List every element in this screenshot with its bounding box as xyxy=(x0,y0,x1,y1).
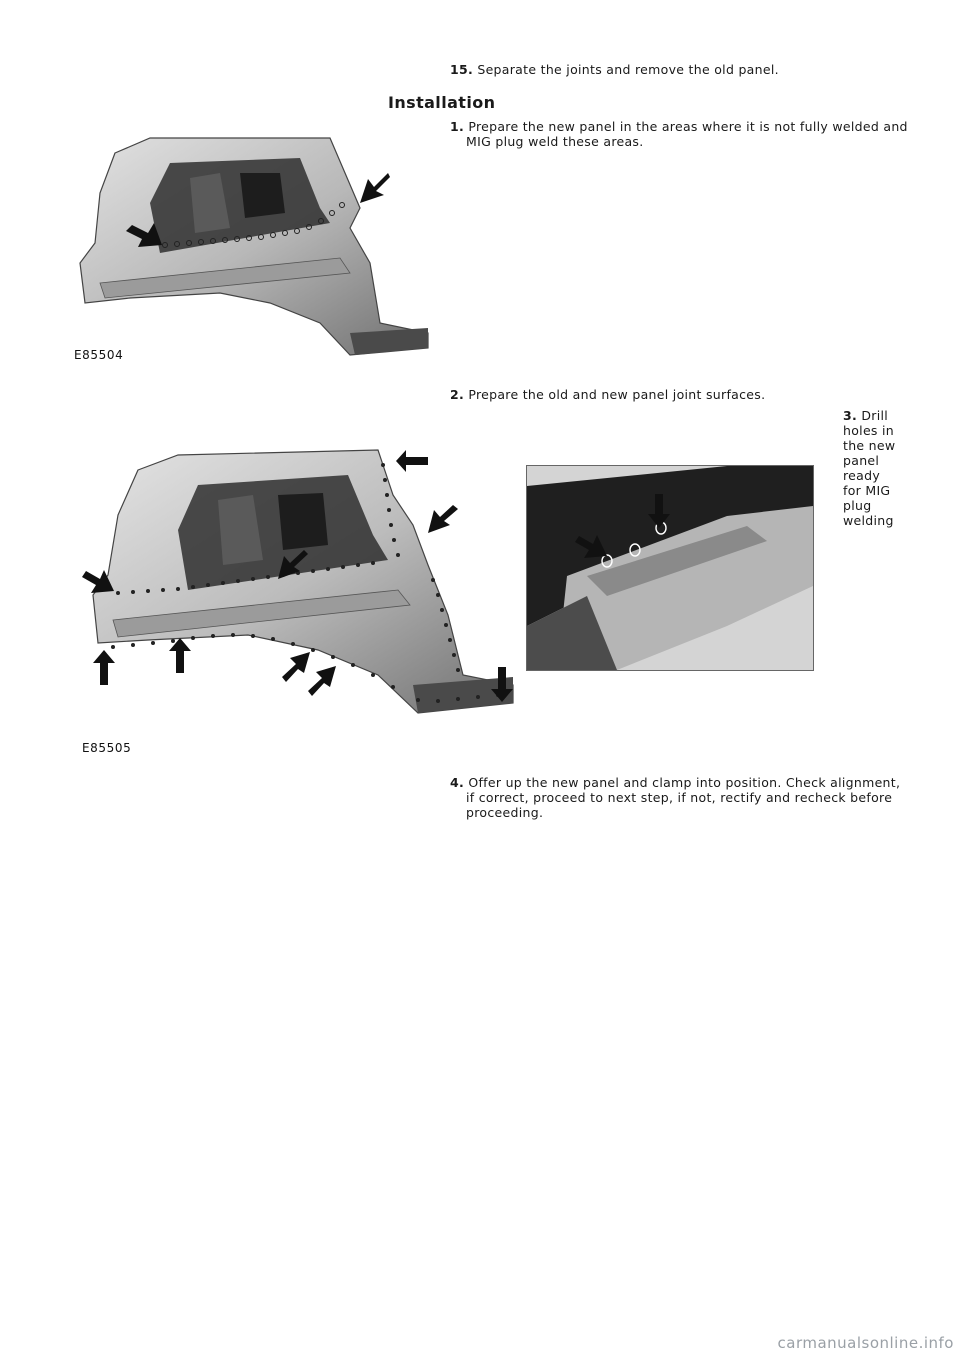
arrow-icon xyxy=(428,505,458,533)
figure-1 xyxy=(70,133,435,363)
step-number: 4. xyxy=(450,775,465,790)
inset-illustration xyxy=(527,466,813,670)
step-text-line2: if correct, proceed to next step, if not, rectify and recheck before xyxy=(466,790,893,805)
step-text-line: ready xyxy=(843,468,881,483)
step-text-line: panel xyxy=(843,453,880,468)
step-text-line: plug xyxy=(843,498,872,513)
step-3 xyxy=(843,408,905,528)
figure-label: E85504 xyxy=(74,348,124,362)
figure-2 xyxy=(78,445,518,725)
panel-illustration-1 xyxy=(70,133,435,363)
step-text: Separate the joints and remove the old panel. xyxy=(477,62,779,77)
step-15 xyxy=(450,62,779,77)
arrow-icon xyxy=(308,666,336,696)
step-text-line: holes in xyxy=(843,423,895,438)
step-text-line1: Offer up the new panel and clamp into position. Check alignment, xyxy=(468,775,901,790)
step-text-line: the new xyxy=(843,438,896,453)
step-1 xyxy=(450,119,908,149)
panel-illustration-2 xyxy=(78,445,518,725)
watermark: carmanualsonline.info xyxy=(777,1334,954,1352)
step-text: Prepare the old and new panel joint surfaces. xyxy=(468,387,766,402)
step-number: 15. xyxy=(450,62,474,77)
arrow-icon xyxy=(93,650,115,685)
arrow-icon xyxy=(360,173,390,203)
figure-label: E85505 xyxy=(82,741,132,755)
arrow-icon xyxy=(282,652,310,682)
step-number: 3. xyxy=(843,408,858,423)
step-4 xyxy=(450,775,900,820)
step-number: 1. xyxy=(450,119,465,134)
step-2 xyxy=(450,387,765,402)
step-text-line1: Prepare the new panel in the areas where it is not fully welded and xyxy=(468,119,908,134)
step-text-line: for MIG xyxy=(843,483,891,498)
step-text-line3: proceeding. xyxy=(466,805,544,820)
arrow-icon xyxy=(396,450,428,472)
step-text-line: welding xyxy=(843,513,894,528)
section-heading: Installation xyxy=(388,93,496,112)
inset-photo xyxy=(526,465,814,671)
step-text-line: Drill xyxy=(861,408,889,423)
step-number: 2. xyxy=(450,387,465,402)
step-text-line2: MIG plug weld these areas. xyxy=(466,134,644,149)
arrow-icon xyxy=(169,638,191,673)
